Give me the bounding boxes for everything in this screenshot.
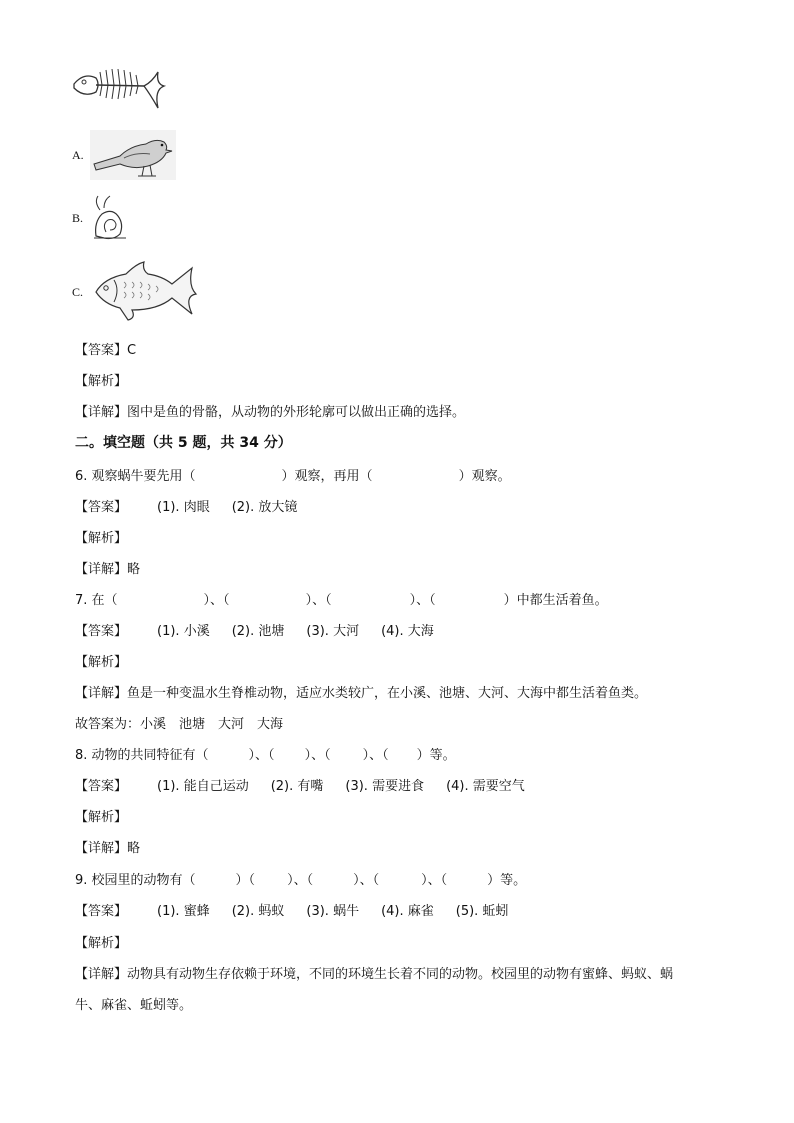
q6-detail-line	[75, 558, 140, 577]
q8-analysis-label: 【解析】	[75, 810, 128, 825]
q7-analysis-label: 【解析】	[75, 655, 128, 670]
answer-item: (2). 池塘	[231, 624, 285, 639]
q6-analysis-label: 【解析】	[75, 531, 128, 546]
q8-detail-line	[75, 837, 140, 856]
q7-question	[75, 589, 608, 608]
q9-detail-line	[75, 963, 673, 982]
answer-item: (4). 需要空气	[446, 779, 525, 794]
q5-analysis-label: 【解析】	[75, 374, 128, 389]
goldfish-image	[92, 258, 202, 322]
q9-detail-continuation: 牛、麻雀、蚯蚓等。	[75, 998, 193, 1013]
detail-text: 略	[127, 562, 141, 577]
answer-value: C	[127, 343, 137, 358]
q9-question	[75, 869, 526, 888]
bird-image	[90, 130, 176, 180]
fish-skeleton-image	[70, 64, 170, 116]
answer-item: (1). 蜜蜂	[157, 904, 210, 919]
answer-item: (1). 能自己运动	[157, 779, 249, 794]
answer-label: 【答案】	[75, 779, 128, 794]
option-b-letter: B.	[72, 211, 84, 225]
detail-text: 图中是鱼的骨骼，从动物的外形轮廓可以做出正确的选择。	[127, 405, 466, 420]
answer-label: 【答案】	[75, 500, 128, 515]
question-text: ）中都生活着鱼。	[503, 593, 608, 608]
question-text: ）、（	[353, 873, 380, 888]
q6-answer-line	[75, 496, 297, 515]
q9-analysis-label: 【解析】	[75, 936, 128, 951]
q7-conclusion: 故答案为：小溪 池塘 大河 大海	[75, 717, 284, 732]
q8-answer-line	[75, 775, 525, 794]
q5-answer-line	[75, 339, 136, 358]
question-text: 7. 在（	[75, 593, 118, 608]
question-text: ）观察。	[458, 469, 511, 484]
answer-item: (3). 大河	[306, 624, 360, 639]
answer-item: (4). 麻雀	[381, 904, 434, 919]
q8-question	[75, 744, 456, 763]
q6-question	[75, 465, 511, 484]
detail-label: 【详解】	[75, 405, 128, 420]
answer-item: (5). 蚯蚓	[455, 904, 509, 919]
question-text: 6. 观察蜗牛要先用（	[75, 469, 196, 484]
answer-item: (2). 有嘴	[270, 779, 324, 794]
q7-answer-line	[75, 620, 434, 639]
question-text: 8. 动物的共同特征有（	[75, 748, 209, 763]
detail-label: 【详解】	[75, 967, 128, 982]
question-text: ）等。	[487, 873, 527, 888]
answer-label: 【答案】	[75, 904, 128, 919]
answer-item: (3). 需要进食	[345, 779, 425, 794]
question-text: ）、（	[304, 748, 331, 763]
answer-item: (2). 蚂蚁	[231, 904, 285, 919]
option-c-letter: C.	[72, 285, 84, 299]
question-text: 9. 校园里的动物有（	[75, 873, 196, 888]
question-text: ）、（	[362, 748, 389, 763]
answer-label: 【答案】	[75, 343, 128, 358]
detail-label: 【详解】	[75, 562, 128, 577]
question-text: ）、（	[421, 873, 448, 888]
detail-label: 【详解】	[75, 686, 128, 701]
q5-detail-line	[75, 401, 465, 420]
question-text: ）、（	[287, 873, 314, 888]
question-text: ）观察，再用（	[281, 469, 373, 484]
answer-item: (1). 肉眼	[157, 500, 210, 515]
question-text: ）、（	[203, 593, 230, 608]
detail-label: 【详解】	[75, 841, 128, 856]
section-title: 二。填空题（共 5 题，共 34 分）	[75, 435, 292, 451]
q7-detail-line	[75, 682, 647, 701]
question-text: ）、（	[409, 593, 436, 608]
detail-text: 鱼是一种变温水生脊椎动物，适应水类较广，在小溪、池塘、大河、大海中都生活着鱼类。	[127, 686, 648, 701]
answer-item: (1). 小溪	[157, 624, 210, 639]
question-text: ）、（	[248, 748, 275, 763]
answer-item: (4). 大海	[381, 624, 434, 639]
question-text: ）等。	[416, 748, 456, 763]
answer-item: (2). 放大镜	[231, 500, 298, 515]
option-a-letter: A.	[72, 148, 84, 162]
detail-text: 动物具有动物生存依赖于环境，不同的环境生长着不同的动物。校园里的动物有蜜蜂、蚂蚁、蜗	[127, 967, 674, 982]
answer-label: 【答案】	[75, 624, 128, 639]
question-text: ）（	[235, 873, 256, 888]
detail-text: 略	[127, 841, 141, 856]
question-text: ）、（	[305, 593, 332, 608]
q9-answer-line	[75, 900, 508, 919]
answer-item: (3). 蜗牛	[306, 904, 360, 919]
snail-image	[92, 192, 128, 240]
